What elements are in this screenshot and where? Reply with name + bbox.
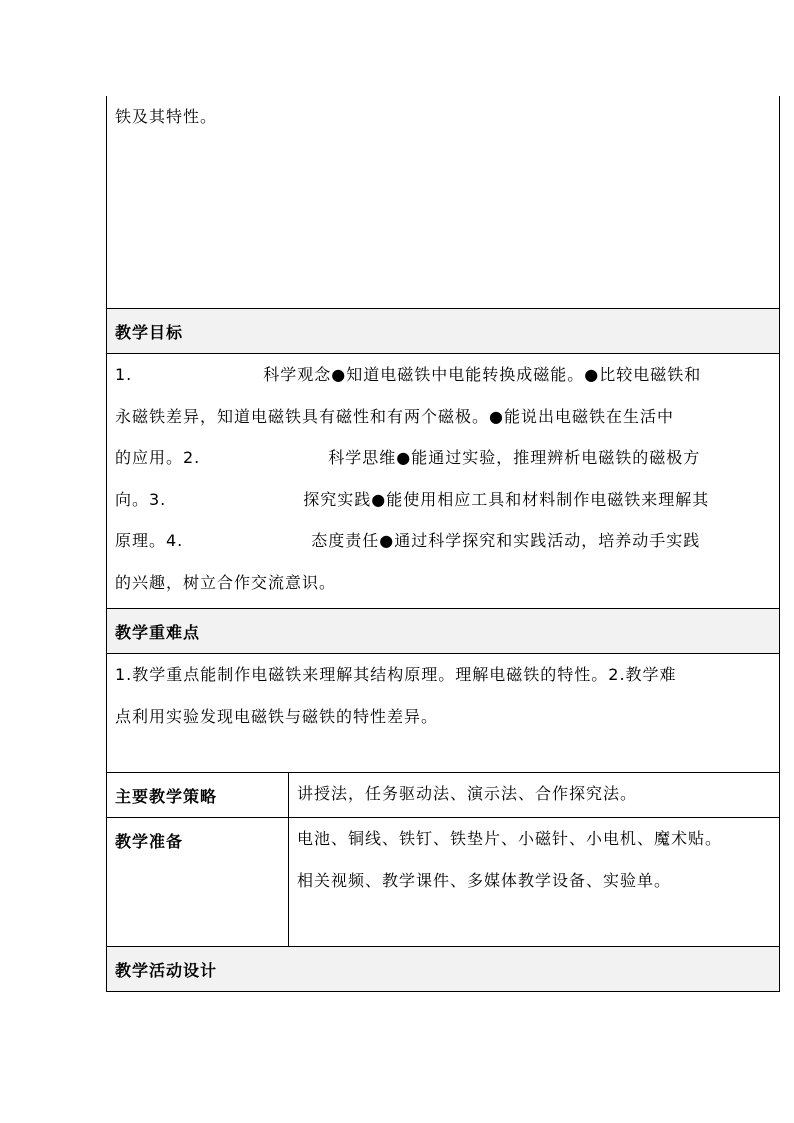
keypoints-text — [115, 654, 773, 737]
keypoints-header: 教学重难点 — [115, 623, 201, 642]
keypoints-line: 点利用实验发现电磁铁与磁铁的特性差异。 — [115, 706, 439, 726]
keypoints-body — [107, 654, 779, 772]
activity-header: 教学活动设计 — [115, 961, 218, 980]
preparation-line: 电池、铜线、铁钉、铁垫片、小磁针、小电机、魔术贴。 — [297, 829, 723, 848]
objectives-header: 教学目标 — [115, 323, 184, 342]
column-divider — [288, 772, 289, 946]
objectives-body — [107, 354, 779, 608]
keypoints-line: 1.教学重点能制作电磁铁来理解其结构原理。理解电磁铁的特性。2.教学难 — [115, 665, 677, 684]
objectives-line: 永磁铁差异，知道电磁铁具有磁性和有两个磁极。●能说出电磁铁在生活中 — [115, 406, 674, 426]
objectives-text — [115, 354, 773, 603]
objectives-line: 原理。4. 态度责任●通过科学探究和实践活动，培养动手实践 — [115, 531, 701, 550]
objectives-line: 的应用。2. 科学思维●能通过实验，推理辨析电磁铁的磁极方 — [115, 448, 701, 467]
preparation-line: 相关视频、教学课件、多媒体教学设备、实验单。 — [297, 870, 672, 890]
strategy-value: 讲授法，任务驱动法、演示法、合作探究法。 — [297, 784, 638, 803]
intro-text: 铁及其特性。 — [115, 107, 218, 126]
keypoints-header-row — [107, 609, 779, 653]
objectives-header-row — [107, 309, 779, 353]
strategy-row — [107, 773, 779, 817]
preparation-value — [297, 818, 773, 901]
objectives-line: 的兴趣，树立合作交流意识。 — [115, 572, 337, 592]
activity-header-row — [107, 947, 779, 991]
intro-cell — [107, 96, 779, 308]
preparation-row — [107, 818, 779, 946]
objectives-line: 1. 科学观念●知道电磁铁中电能转换成磁能。●比较电磁铁和 — [115, 365, 702, 384]
lesson-plan-table — [106, 96, 780, 992]
preparation-label: 教学准备 — [115, 832, 184, 851]
objectives-line: 向。3. 探究实践●能使用相应工具和材料制作电磁铁来理解其 — [115, 489, 710, 509]
strategy-label: 主要教学策略 — [115, 787, 218, 806]
